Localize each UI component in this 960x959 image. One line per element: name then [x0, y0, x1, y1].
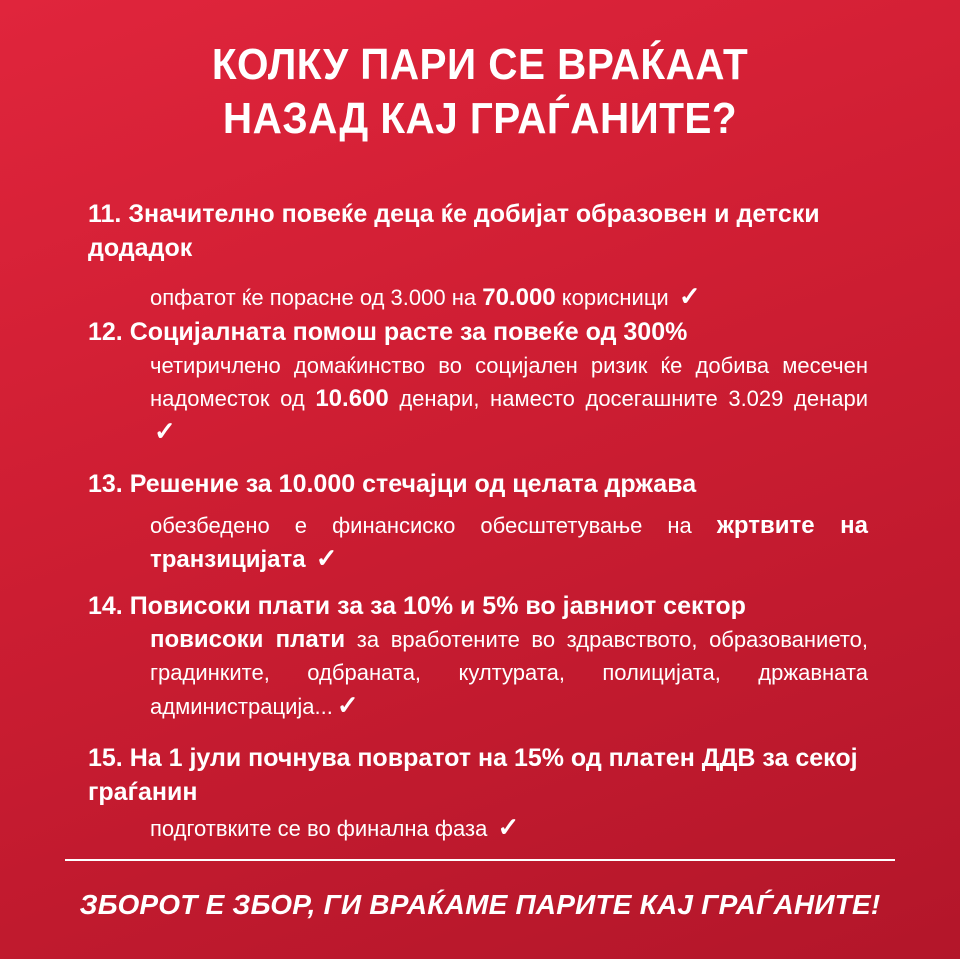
item-text: корисници: [555, 285, 669, 310]
item-text: четиричлено домаќинство во социјален ризик ќе добива месечен надоместок од: [150, 353, 868, 411]
divider: [65, 859, 895, 861]
item-body: [150, 349, 868, 449]
item-text: за вработените во здравството, образованието, градинките, одбраната, културата, полицијата, државната администрација...: [150, 627, 869, 719]
checkmark-icon: ✓: [336, 690, 359, 720]
item-text: подготвките се во финална фаза: [150, 816, 488, 841]
item-heading: 11. Значително повеќе деца ќе добијат образовен и детски додадок: [88, 200, 820, 262]
list-item-14: [88, 589, 868, 723]
item-highlight: 10.600: [315, 385, 389, 412]
item-text: обезбедено е финансиско обесштетување на: [150, 513, 717, 538]
title-line-2: НАЗАД КАЈ ГРАЃАНИТЕ?: [222, 94, 738, 143]
checkmark-icon: ✓: [678, 281, 701, 311]
list-item-11: [88, 197, 868, 314]
checkmark-icon: ✓: [497, 812, 520, 842]
item-highlight: 70.000: [482, 284, 556, 311]
item-heading: 12. Социјалната помош расте за повеќе од 300%: [88, 318, 688, 346]
item-highlight: жртвите на транзицијата: [150, 512, 868, 573]
item-heading: 13. Решение за 10.000 стечајци од целата држава: [88, 470, 697, 498]
checkmark-icon: ✓: [315, 543, 338, 573]
footer-slogan: ЗБОРОТ Е ЗБОР, ГИ ВРАЌАМЕ ПАРИТЕ КАЈ ГРАЃАНИТЕ!: [79, 889, 881, 920]
list-item-12: [88, 315, 868, 449]
item-text: денари, наместо досегашните 3.029 денари: [388, 386, 868, 411]
page-title: [38, 38, 921, 146]
item-body: [150, 280, 868, 314]
item-body: [150, 811, 868, 845]
list-item-13: [88, 467, 868, 576]
item-body: [150, 623, 868, 723]
item-heading: 14. Повисоки плати за за 10% и 5% во јавниот сектор: [88, 592, 746, 620]
item-body: [150, 509, 868, 576]
checkmark-icon: ✓: [154, 416, 176, 446]
list-item-15: [88, 741, 868, 845]
item-text: опфатот ќе порасне од 3.000 на: [150, 285, 483, 310]
item-highlight: повисоки плати: [150, 626, 346, 653]
title-line-1: КОЛКУ ПАРИ СЕ ВРАЌААТ: [211, 40, 749, 89]
item-heading: 15. На 1 јули почнува повратот на 15% од платен ДДВ за секој граѓанин: [88, 744, 858, 806]
